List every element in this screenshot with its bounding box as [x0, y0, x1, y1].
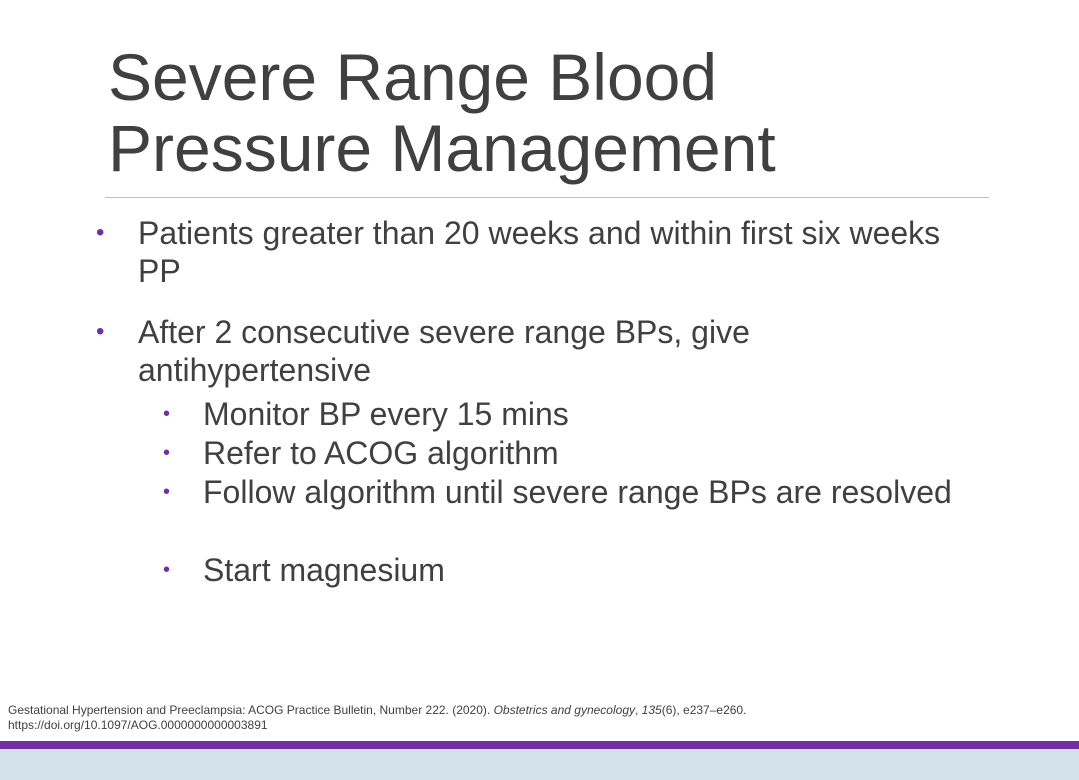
title-line-1: Severe Range Blood [108, 40, 718, 114]
bullet-item [96, 313, 968, 389]
citation-volume: 135 [641, 703, 662, 717]
bullet-dot-icon: • [96, 318, 105, 345]
citation-journal: Obstetrics and gynecology [493, 703, 635, 717]
bullet-dot-icon: • [163, 481, 171, 503]
citation-separator: , [635, 703, 642, 717]
citation [8, 703, 1068, 733]
sub-bullet-text: Follow algorithm until severe range BPs are resolved [203, 474, 952, 510]
bullet-dot-icon: • [163, 559, 171, 581]
bullet-text: Patients greater than 20 weeks and within first six weeks PP [138, 215, 941, 289]
sub-bullet-item [163, 395, 963, 433]
bullet-text: After 2 consecutive severe range BPs, give antihypertensive [138, 314, 750, 388]
sub-bullet-text: Refer to ACOG algorithm [203, 435, 559, 471]
title-divider [105, 197, 989, 198]
sub-bullet-item [163, 434, 963, 472]
sub-bullet-item [163, 551, 963, 589]
footer-band [0, 749, 1079, 780]
sub-bullet-item [163, 473, 963, 511]
citation-text: Gestational Hypertension and Preeclampsia: ACOG Practice Bulletin, Number 222. (2020). [8, 703, 494, 717]
citation-pages: (6), e237–e260. [661, 703, 747, 717]
accent-bar [0, 741, 1079, 749]
citation-reference [8, 703, 1068, 718]
sub-bullet-text: Start magnesium [203, 552, 445, 588]
bullet-dot-icon: • [163, 442, 171, 464]
title-line-2: Pressure Management [108, 111, 776, 185]
bullet-item [96, 214, 968, 290]
sub-bullet-text: Monitor BP every 15 mins [203, 396, 569, 432]
bullet-dot-icon: • [163, 403, 171, 425]
bullet-dot-icon: • [96, 219, 105, 246]
slide-title [108, 42, 1008, 184]
citation-doi-link[interactable]: https://doi.org/10.1097/AOG.0000000000003891 [8, 718, 268, 732]
